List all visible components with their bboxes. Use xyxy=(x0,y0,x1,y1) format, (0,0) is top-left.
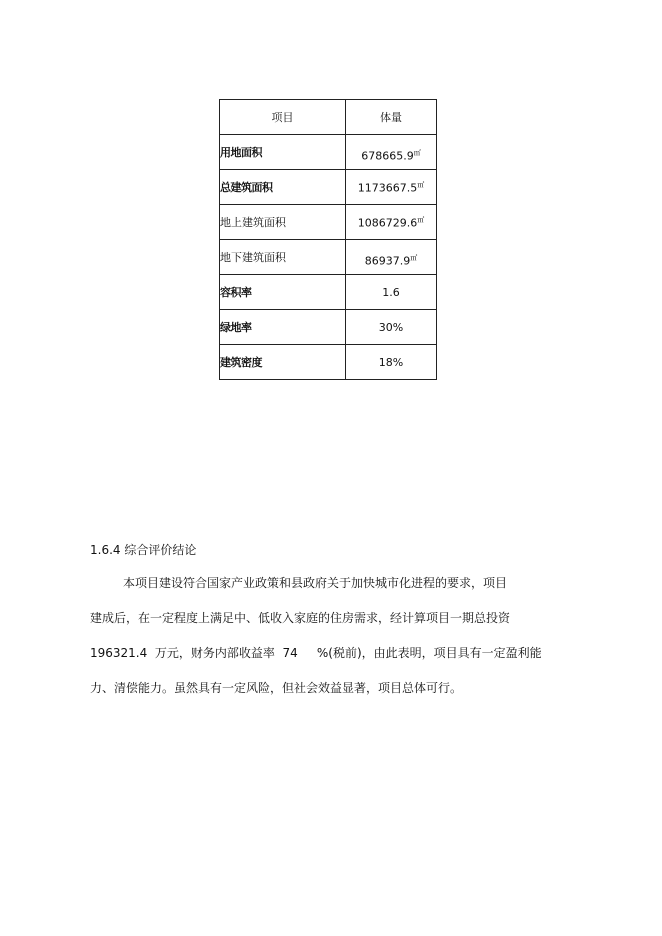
row-value: 30% xyxy=(346,310,437,345)
row-label: 总建筑面积 xyxy=(220,170,346,205)
value-number: 678665.9 xyxy=(361,149,414,163)
row-value xyxy=(346,240,437,275)
row-value: 18% xyxy=(346,345,437,380)
paragraph-line: 196321.4 万元，财务内部收益率 74 %(税前)，由此表明，项目具有一定盈利能 xyxy=(90,646,542,660)
table-row xyxy=(220,275,437,310)
value-unit: ㎡ xyxy=(417,180,425,189)
paragraph-line: 本项目建设符合国家产业政策和县政府关于加快城市化进程的要求，项目 xyxy=(123,576,508,590)
row-value xyxy=(346,135,437,170)
row-value xyxy=(346,205,437,240)
value-number: 1086729.6 xyxy=(357,216,418,230)
table-row xyxy=(220,205,437,240)
section-heading: 1.6.4 综合评价结论 xyxy=(90,543,197,557)
table-header-row xyxy=(220,100,437,135)
header-item: 项目 xyxy=(220,100,346,135)
project-metrics-table xyxy=(219,99,437,380)
row-label: 建筑密度 xyxy=(220,345,346,380)
row-label: 地上建筑面积 xyxy=(220,205,346,240)
table-row xyxy=(220,310,437,345)
paragraph-line: 建成后，在一定程度上满足中、低收入家庭的住房需求，经计算项目一期总投资 xyxy=(90,611,511,625)
paragraph-line: 力、清偿能力。虽然具有一定风险，但社会效益显著，项目总体可行。 xyxy=(90,681,463,695)
row-label: 容积率 xyxy=(220,275,346,310)
row-value xyxy=(346,170,437,205)
value-unit: ㎡ xyxy=(410,253,418,262)
row-label: 绿地率 xyxy=(220,310,346,345)
row-label: 地下建筑面积 xyxy=(220,240,346,275)
conclusion-paragraph xyxy=(90,566,590,706)
table-row xyxy=(220,135,437,170)
row-label: 用地面积 xyxy=(220,135,346,170)
value-unit: ㎡ xyxy=(413,148,421,157)
table-row xyxy=(220,240,437,275)
value-number: 86937.9 xyxy=(364,254,411,268)
table-row xyxy=(220,170,437,205)
header-volume: 体量 xyxy=(346,100,437,135)
value-number: 1173667.5 xyxy=(357,181,418,195)
table-row xyxy=(220,345,437,380)
row-value: 1.6 xyxy=(346,275,437,310)
value-unit: ㎡ xyxy=(417,215,425,224)
